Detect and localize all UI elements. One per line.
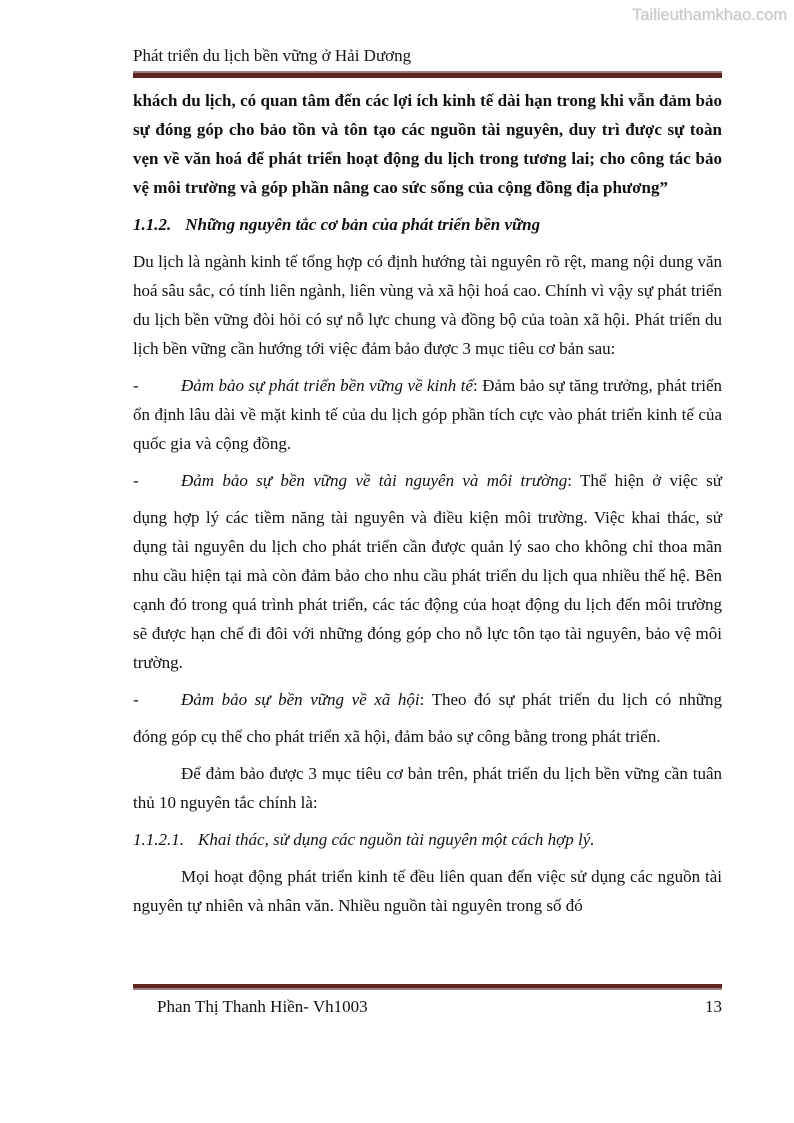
bullet-lead: Đảm bảo sự phát triển bền vững về kinh tế xyxy=(181,376,474,395)
bullet-social xyxy=(133,685,722,714)
bullet-dash: - xyxy=(133,690,139,709)
paragraph-goals: Để đảm bảo được 3 mục tiêu cơ bản trên, phát triển du lịch bền vững cần tuân thủ 10 nguyên tắc chính là: xyxy=(133,764,722,812)
heading-text: Những nguyên tắc cơ bản của phát triển bền vững xyxy=(185,215,541,234)
header-rule xyxy=(133,71,722,78)
paragraph-quote: khách du lịch, có quan tâm đến các lợi ích kinh tế dài hạn trong khi vẫn đảm bảo sự đóng góp cho bảo tồn và tôn tạo các nguồn tài nguyên, duy trì được sự toàn vẹn về văn hoá để phát triển hoạt động du lịch trong tương lai; cho công tác bảo vệ môi trường và góp phần nâng cao sức sống của cộng đồng địa phương” xyxy=(133,91,722,197)
footer-page-number: 13 xyxy=(705,997,722,1016)
paragraph-social-continued: đóng góp cụ thể cho phát triển xã hội, đảm bảo sự công bằng trong phát triển. xyxy=(133,727,661,746)
document-body xyxy=(133,86,722,920)
heading-text: Khai thác, sử dụng các nguồn tài nguyên một cách hợp lý. xyxy=(198,830,595,849)
header-title: Phát triển du lịch bền vững ở Hải Dương xyxy=(133,46,412,65)
watermark-text: Tailieuthamkhao.com xyxy=(632,6,787,24)
footer-author: Phan Thị Thanh Hiền- Vh1003 xyxy=(157,997,368,1016)
heading-1-1-2 xyxy=(133,210,722,239)
paragraph-environment-continued: dụng hợp lý các tiềm năng tài nguyên và điều kiện môi trường. Việc khai thác, sử dụng tài nguyên du lịch cho phát triển cần được quản lý sao cho không chỉ thoa mãn nhu cầu hiện tại mà còn đảm bảo cho nhu cầu phát triển du lịch qua nhiều thế hệ. Bên cạnh đó trong quá trình phát triển, các tác động của hoạt động du lịch đến môi trường sẽ được hạn chế đi đôi với những đóng góp cho nỗ lực tôn tạo tài nguyên, bảo vệ môi trường. xyxy=(133,508,722,672)
bullet-rest: : Đảm bảo sự tăng trưởng, phát triển ổn định lâu dài về mặt kinh tế của du lịch góp phần tích cực vào phát triển kinh tế của quốc gia và cộng đồng. xyxy=(133,376,723,453)
bullet-lead: Đảm bảo sự bền vững về xã hội xyxy=(181,690,420,709)
bullet-economic xyxy=(133,371,722,458)
page-footer xyxy=(133,984,722,1019)
paragraph-intro: Du lịch là ngành kinh tế tổng hợp có định hướng tài nguyên rõ rệt, mang nội dung văn hoá sâu sắc, có tính liên ngành, liên vùng và xã hội hoá cao. Chính vì vậy sự phát triển du lịch bền vững đòi hỏi có sự nỗ lực chung và đồng bộ của toàn xã hội. Phát triển du lịch bền vững cần hướng tới việc đảm bảo được 3 mục tiêu cơ bản sau: xyxy=(133,252,722,358)
heading-number: 1.1.2.1. xyxy=(133,830,184,849)
bullet-rest: : Thể hiện ở việc sử xyxy=(567,471,722,490)
bullet-environment xyxy=(133,466,722,495)
bullet-dash: - xyxy=(133,376,139,395)
heading-1-1-2-1 xyxy=(133,825,722,854)
footer-rule xyxy=(133,984,722,990)
paragraph-resources: Mọi hoạt động phát triển kinh tế đều liên quan đến việc sử dụng các nguồn tài nguyên tự nhiên và nhân văn. Nhiều nguồn tài nguyên trong số đó xyxy=(133,867,722,915)
heading-number: 1.1.2. xyxy=(133,215,172,234)
bullet-lead: Đảm bảo sự bền vững về tài nguyên và môi trường xyxy=(181,471,568,490)
bullet-rest: : Theo đó sự phát triển du lịch có những xyxy=(419,690,722,709)
bullet-dash: - xyxy=(133,471,139,490)
